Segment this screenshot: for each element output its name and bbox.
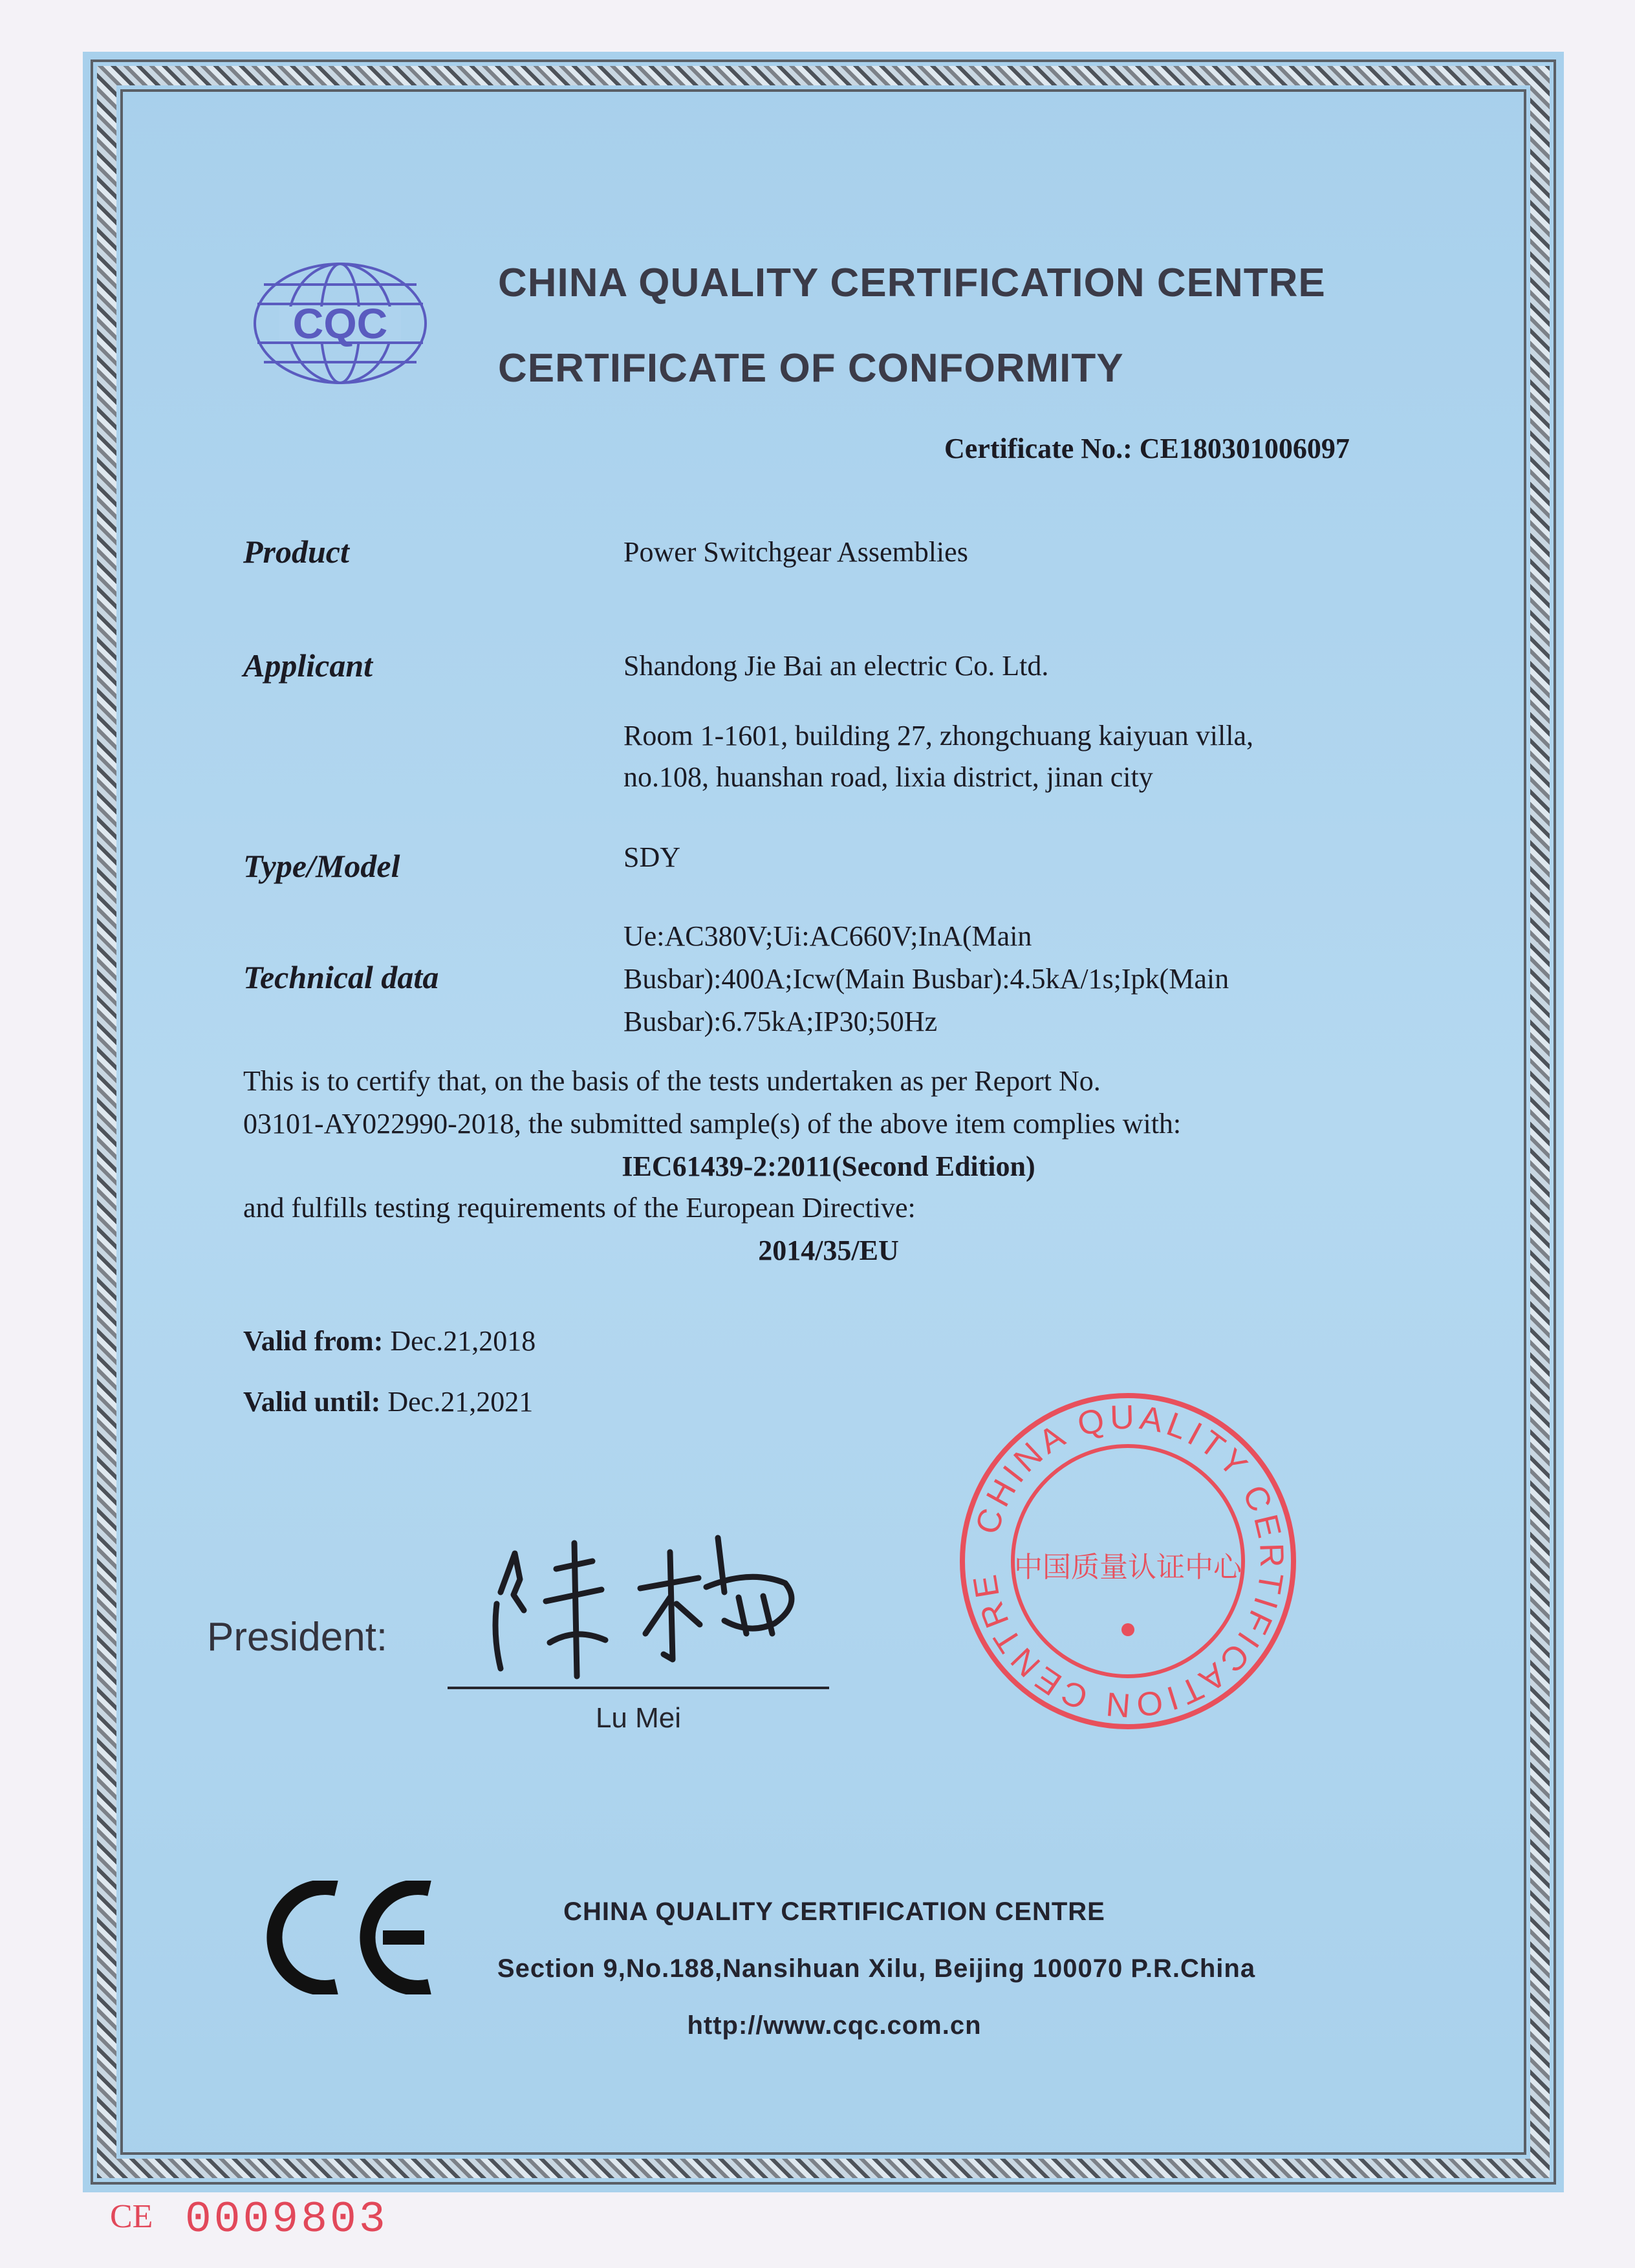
statement-line2: 03101-AY022990-2018, the submitted sample(s) of the above item complies with:: [243, 1108, 1182, 1139]
cqc-globe-logo: [251, 259, 429, 388]
label-type-model: Type/Model: [243, 848, 400, 884]
valid-from-value: Dec.21,2018: [390, 1325, 536, 1357]
header-title-organization: CHINA QUALITY CERTIFICATION CENTRE: [498, 261, 1326, 305]
valid-until-value: Dec.21,2021: [387, 1386, 534, 1418]
signature-line: [448, 1687, 829, 1689]
header-title-certificate: CERTIFICATE OF CONFORMITY: [498, 346, 1124, 391]
seal-inner-text: 中国质量认证中心: [1014, 1551, 1242, 1584]
official-seal-stamp: [956, 1389, 1300, 1733]
president-signature: [479, 1507, 815, 1681]
value-type-model: SDY: [623, 841, 681, 873]
label-technical-data: Technical data: [243, 959, 439, 995]
certificate-number-value: CE180301006097: [1139, 433, 1350, 464]
statement-line3: and fulfills testing requirements of the European Directive:: [243, 1192, 916, 1224]
serial-prefix: CE: [110, 2198, 153, 2235]
certificate-number-label: Certificate No.:: [944, 433, 1132, 464]
label-product: Product: [243, 534, 349, 570]
statement-line1: This is to certify that, on the basis of the tests undertaken as per Report No.: [243, 1065, 1101, 1097]
value-technical-line3: Busbar):6.75kA;IP30;50Hz: [623, 1006, 938, 1037]
logo-text: CQC: [292, 299, 388, 347]
footer-organization: CHINA QUALITY CERTIFICATION CENTRE: [563, 1897, 1105, 1926]
valid-from-label: Valid from:: [243, 1325, 384, 1357]
value-address-line1: Room 1-1601, building 27, zhongchuang kaiyuan villa,: [623, 720, 1253, 751]
value-technical-line2: Busbar):400A;Icw(Main Busbar):4.5kA/1s;Ipk(Main: [623, 963, 1229, 995]
value-product: Power Switchgear Assemblies: [623, 536, 968, 568]
valid-until: [243, 1385, 533, 1418]
standard-reference: IEC61439-2:2011(Second Edition): [622, 1150, 1035, 1182]
label-applicant: Applicant: [243, 647, 373, 684]
valid-until-label: Valid until:: [243, 1386, 381, 1418]
seal-outer-text: CHINA QUALITY CERTIFICATION CENTRE: [966, 1398, 1291, 1724]
value-applicant: Shandong Jie Bai an electric Co. Ltd.: [623, 650, 1049, 682]
value-technical-line1: Ue:AC380V;Ui:AC660V;InA(Main: [623, 920, 1032, 952]
valid-from: [243, 1324, 536, 1357]
president-title: President:: [207, 1615, 388, 1659]
value-address-line2: no.108, huanshan road, lixia district, jinan city: [623, 761, 1153, 793]
footer-address: Section 9,No.188,Nansihuan Xilu, Beijing 100070 P.R.China: [497, 1954, 1256, 1983]
directive-reference: 2014/35/EU: [758, 1235, 899, 1266]
footer-url[interactable]: http://www.cqc.com.cn: [687, 2011, 982, 2040]
serial-number: 0009803: [185, 2195, 388, 2245]
certificate-number: [944, 432, 1350, 465]
president-name: Lu Mei: [595, 1702, 682, 1734]
